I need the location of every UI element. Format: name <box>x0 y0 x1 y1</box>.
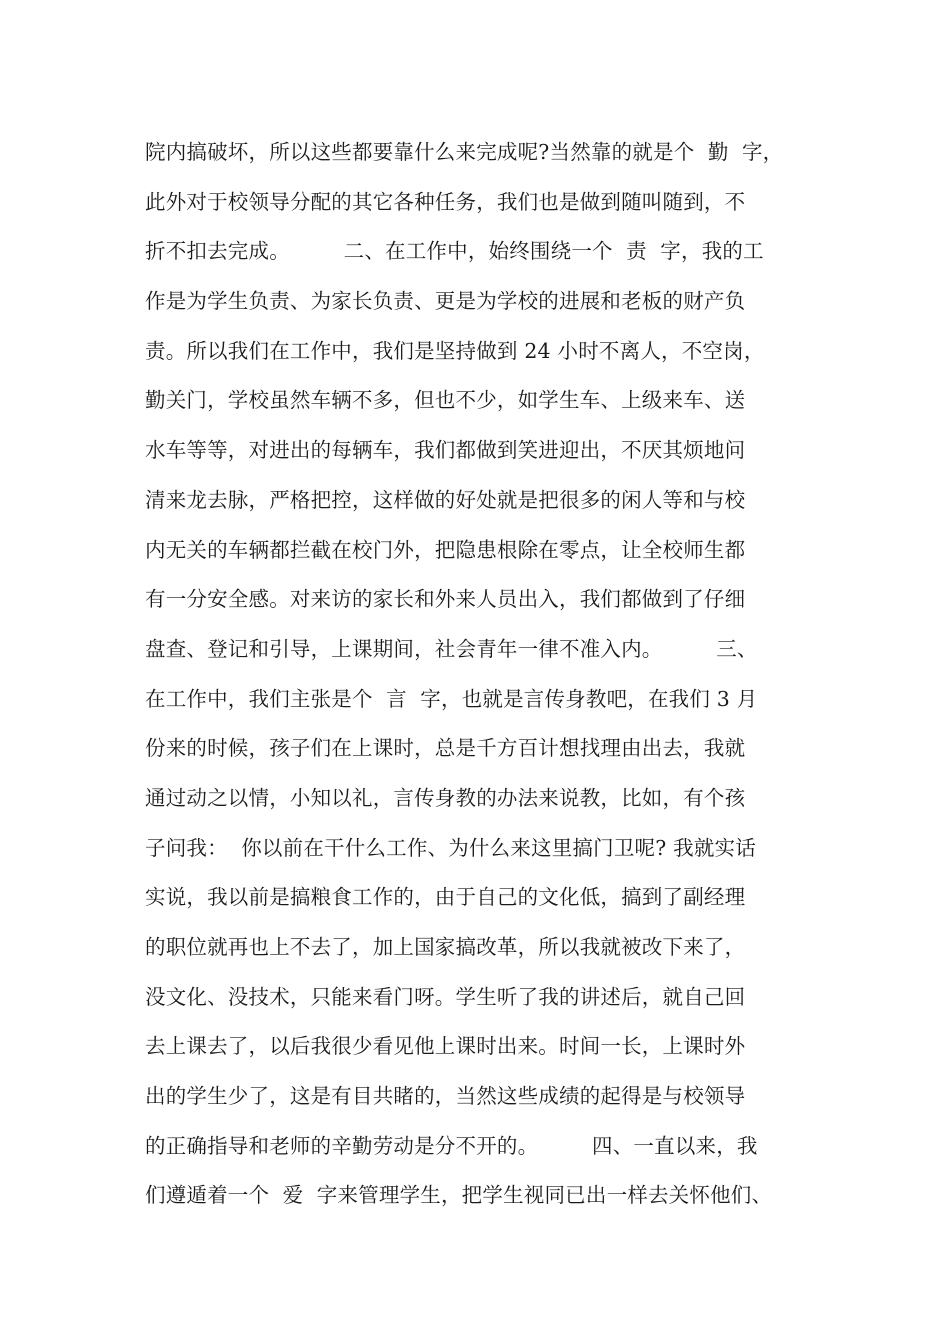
text-line: 此外对于校领导分配的其它各种任务，我们也是做到随叫随到，不 <box>145 189 746 214</box>
text-line: 有一分安全感。对来访的家长和外来人员出入，我们都做到了仔细 <box>145 587 746 612</box>
text-line: 盘查、登记和引导，上课期间，社会青年一律不准入内。 三、 <box>145 636 758 661</box>
text-line: 的职位就再也上不去了，加上国家搞改革，所以我就被改下来了， <box>145 935 746 959</box>
text-line: 内无关的车辆都拦截在校门外，把隐患根除在零点，让全校师生都 <box>145 537 746 562</box>
text-line: 去上课去了，以后我很少看见他上课时出来。时间一长，上课时外 <box>145 1034 746 1059</box>
text-line: 在工作中，我们主张是个 言 字，也就是言传身教吧，在我们 3 月 <box>145 686 758 711</box>
text-line: 们遵遁着一个 爱 字来管理学生，把学生视同已出一样去关怀他们、 <box>145 1183 773 1208</box>
text-line: 责。所以我们在工作中，我们是坚持做到 24 小时不离人，不空岗， <box>145 338 765 363</box>
text-line: 份来的时候，孩子们在上课时，总是千方百计想找理由出去，我就 <box>145 736 746 761</box>
text-line: 作是为学生负责、为家长负责、更是为学校的进展和老板的财产负 <box>145 289 746 314</box>
text-line: 勤关门，学校虽然车辆不多，但也不少，如学生车、上级来车、送 <box>145 388 746 413</box>
text-line: 子问我： 你以前在干什么工作、为什么来这里搞门卫呢? 我就实话 <box>145 835 756 860</box>
text-line: 的正确指导和老师的辛勤劳动是分不开的。 四、一直以来，我 <box>145 1133 758 1158</box>
body-text <box>145 128 835 1221</box>
text-line: 折不扣去完成。 二、在工作中，始终围绕一个 责 字，我的工 <box>145 239 764 264</box>
text-line: 没文化、没技术，只能来看门呀。学生听了我的讲述后，就自己回 <box>145 984 746 1009</box>
text-line: 实说，我以前是搞粮食工作的，由于自己的文化低，搞到了副经理 <box>145 885 746 910</box>
text-line: 通过动之以情，小知以礼，言传身教的办法来说教，比如，有个孩 <box>145 785 746 810</box>
text-line: 水车等等，对进出的每辆车，我们都做到笑进迎出，不厌其烦地问 <box>145 438 746 463</box>
text-line: 出的学生少了，这是有目共睹的，当然这些成绩的起得是与校领导 <box>145 1084 746 1109</box>
text-line: 院内搞破坏，所以这些都要靠什么来完成呢?当然靠的就是个 勤 字， <box>145 140 784 164</box>
text-line: 清来龙去脉，严格把控，这样做的好处就是把很多的闲人等和与校 <box>145 487 746 512</box>
